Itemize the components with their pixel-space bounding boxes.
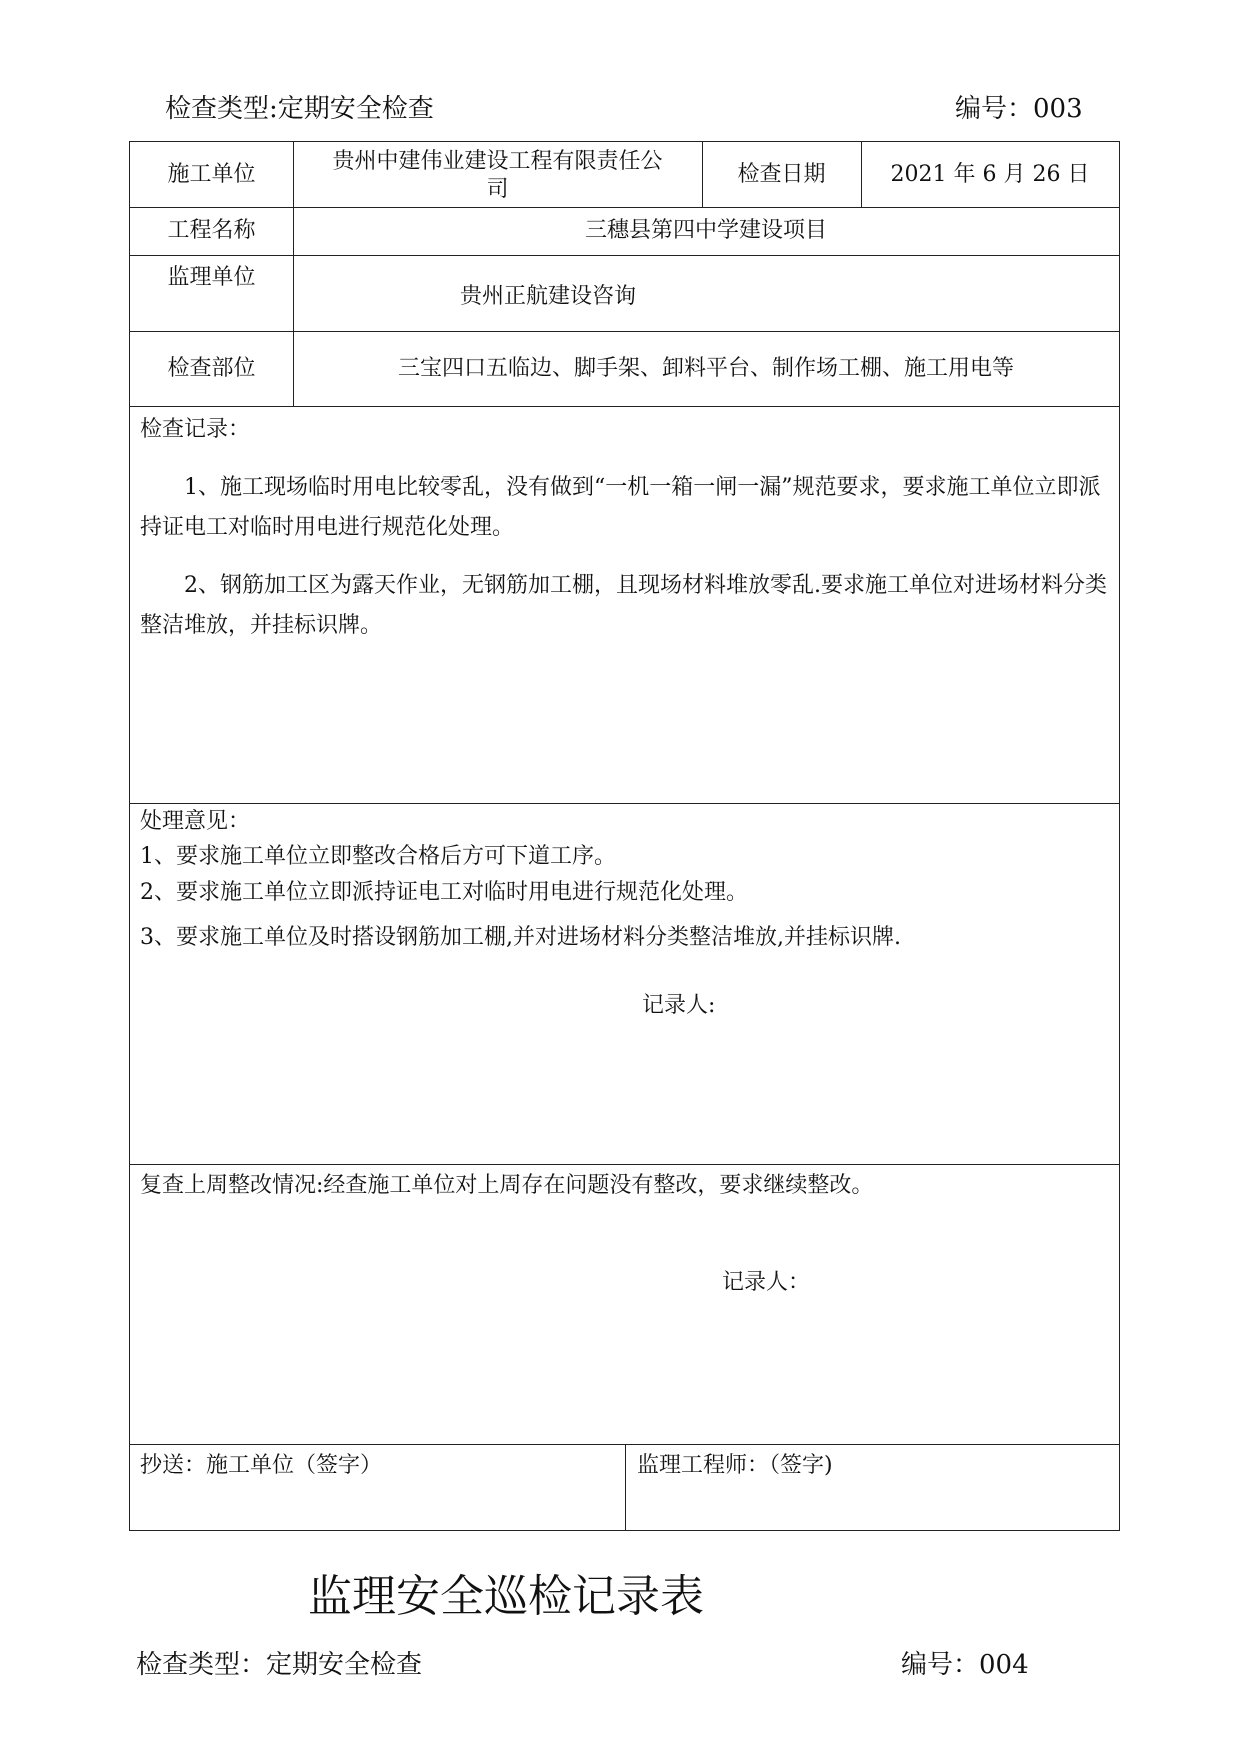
review-recorder-label: 记录人： [722, 1270, 811, 1295]
opinion-heading: 处理意见： [140, 809, 251, 834]
opinion-item: 3、要求施工单位及时搭设钢筋加工棚,并对进场材料分类整洁堆放,并挂标识牌. [140, 925, 901, 950]
next-form-number: 编号：004 [901, 1650, 1029, 1680]
cc-contractor-signature: 抄送：施工单位（签字） [140, 1453, 383, 1478]
row-divider [130, 406, 1119, 407]
record-heading: 检查记录： [140, 417, 251, 442]
opinion-item: 1、要求施工单位立即整改合格后方可下道工序。 [140, 844, 616, 869]
engineer-signature: 监理工程师：（签字) [637, 1453, 833, 1478]
column-divider [625, 1444, 626, 1530]
supervisor-label: 监理单位 [167, 265, 256, 290]
row-divider [130, 1164, 1119, 1165]
project-label: 工程名称 [167, 218, 256, 243]
record-item: 1、施工现场临时用电比较零乱，没有做到“一机一箱一闸一漏”规范要求，要求施工单位立即派持证电工对临时用电进行规范化处理。 [140, 475, 1101, 540]
contractor-value-line2: 司 [486, 176, 509, 202]
check-type-header: 检查类型:定期安全检查 [165, 94, 434, 124]
row-divider [130, 803, 1119, 804]
contractor-value-line1: 贵州中建伟业建设工程有限责任公 [332, 148, 663, 174]
review-text: 复查上周整改情况:经查施工单位对上周存在问题没有整改，要求继续整改。 [140, 1173, 874, 1198]
next-check-type-header: 检查类型：定期安全检查 [136, 1650, 423, 1680]
contractor-value [293, 144, 702, 207]
opinion-recorder-label: 记录人: [642, 993, 716, 1018]
supervisor-value: 贵州正航建设咨询 [459, 284, 636, 309]
record-item: 2、钢筋加工区为露天作业，无钢筋加工棚，且现场材料堆放零乱.要求施工单位对进场材料分类整洁堆放，并挂标识牌。 [140, 573, 1107, 638]
form-number: 编号：003 [955, 94, 1083, 124]
opinion-item: 2、要求施工单位立即派持证电工对临时用电进行规范化处理。 [140, 880, 748, 905]
location-label: 检查部位 [167, 355, 256, 381]
form-title: 监理安全巡检记录表 [308, 1571, 704, 1622]
date-value: 2021 年 6 月 26 日 [890, 161, 1090, 187]
date-label: 检查日期 [737, 161, 826, 187]
location-value: 三宝四口五临边、脚手架、卸料平台、制作场工棚、施工用电等 [397, 355, 1014, 381]
inspection-record-table [129, 141, 1120, 1531]
project-value: 三穗县第四中学建设项目 [584, 218, 827, 243]
contractor-label: 施工单位 [167, 161, 256, 187]
